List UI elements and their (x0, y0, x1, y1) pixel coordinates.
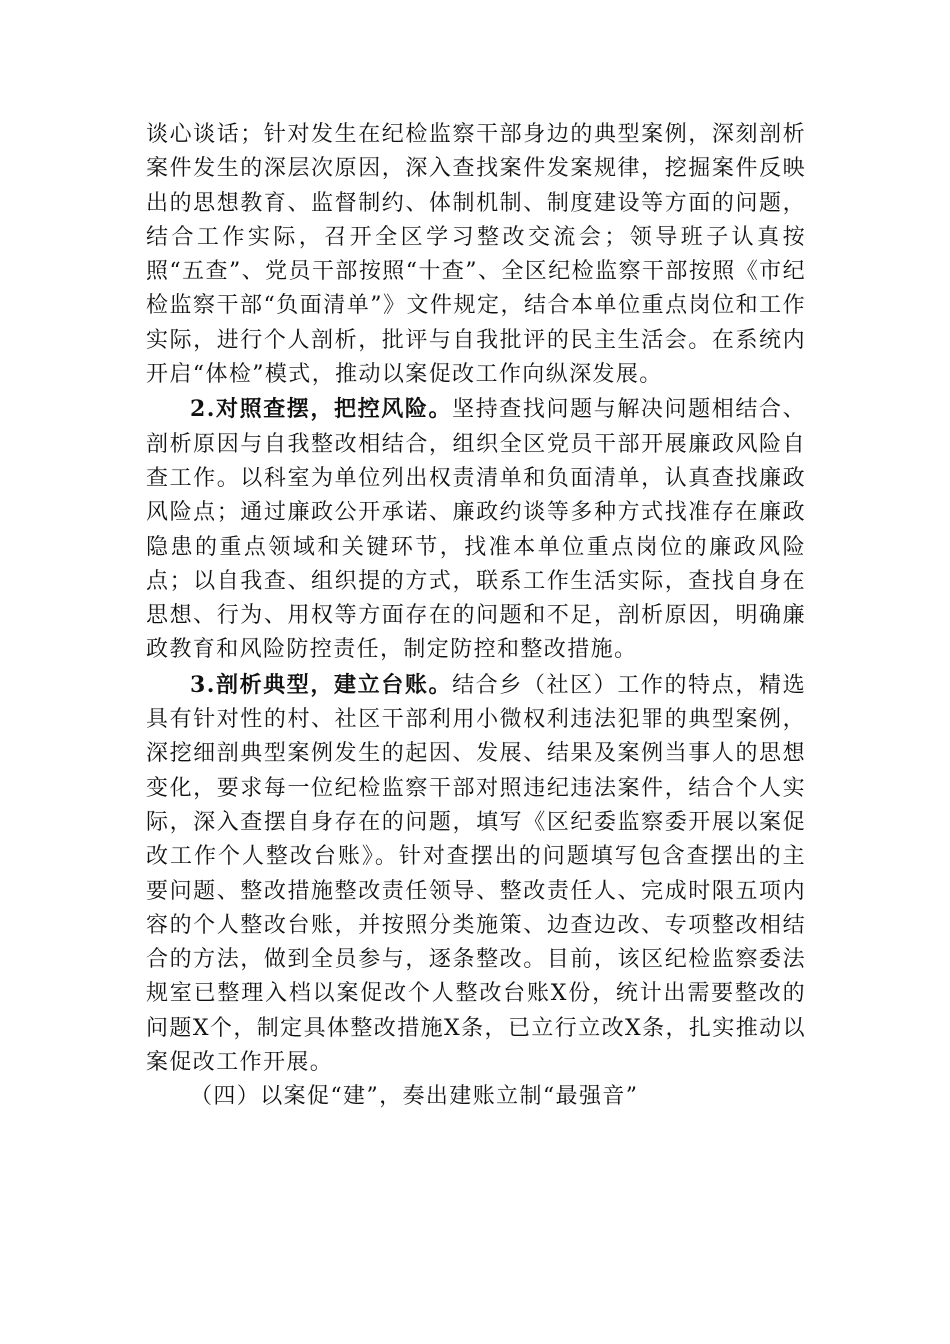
paragraph-lead: 2.对照查摆，把控风险。 (190, 396, 453, 423)
paragraph-3 (146, 668, 806, 1081)
paragraph-text: 结合乡（社区）工作的特点，精选具有针对性的村、社区干部利用小微权利违法犯罪的典型案例，深挖细剖典型案例发生的起因、发展、结果及案例当事人的思想变化，要求每一位纪检监察干部对照违纪违法案件，结合个人实际，深入查摆自身存在的问题，填写《区纪委监察委开展以案促改工作个人整改台账》。针对查摆出的问题填写包含查摆出的主要问题、整改措施整改责任领导、整改责任人、完成时限五项内容的个人整改台账，并按照分类施策、边查边改、专项整改相结合的方法，做到全员参与，逐条整改。目前，该区纪检监察委法规室已整理入档以案促改个人整改台账X份，统计出需要整改的问题X个，制定具体整改措施X条，已立行立改X条，扎实推动以案促改工作开展。 (146, 672, 806, 1076)
paragraph-continuation (146, 118, 806, 392)
paragraph-lead: 3.剖析典型，建立台账。 (190, 671, 453, 698)
paragraph-text: 谈心谈话；针对发生在纪检监察干部身边的典型案例，深刻剖析案件发生的深层次原因，深入查找案件发案规律，挖掘案件反映出的思想教育、监督制约、体制机制、制度建设等方面的问题，结合工作实际，召开全区学习整改交流会；领导班子认真按照“五查”、党员干部按照“十查”、全区纪检监察干部按照《市纪检监察干部“负面清单”》文件规定，结合本单位重点岗位和工作实际，进行个人剖析，批评与自我批评的民主生活会。在系统内开启“体检”模式，推动以案促改工作向纵深发展。 (146, 122, 806, 388)
paragraph-text: 坚持查找问题与解决问题相结合、剖析原因与自我整改相结合，组织全区党员干部开展廉政风险自查工作。以科室为单位列出权责清单和负面清单，认真查找廉政风险点；通过廉政公开承诺、廉政约谈等多种方式找准存在廉政隐患的重点领域和关键环节，找准本单位重点岗位的廉政风险点；以自我查、组织提的方式，联系工作生活实际，查找自身在思想、行为、用权等方面存在的问题和不足，剖析原因，明确廉政教育和风险防控责任，制定防控和整改措施。 (146, 397, 806, 663)
section-heading-4: （四）以案促“建”，奏出建账立制“最强音” (190, 1084, 639, 1110)
paragraph-2 (146, 392, 806, 667)
document-body (146, 118, 806, 1115)
